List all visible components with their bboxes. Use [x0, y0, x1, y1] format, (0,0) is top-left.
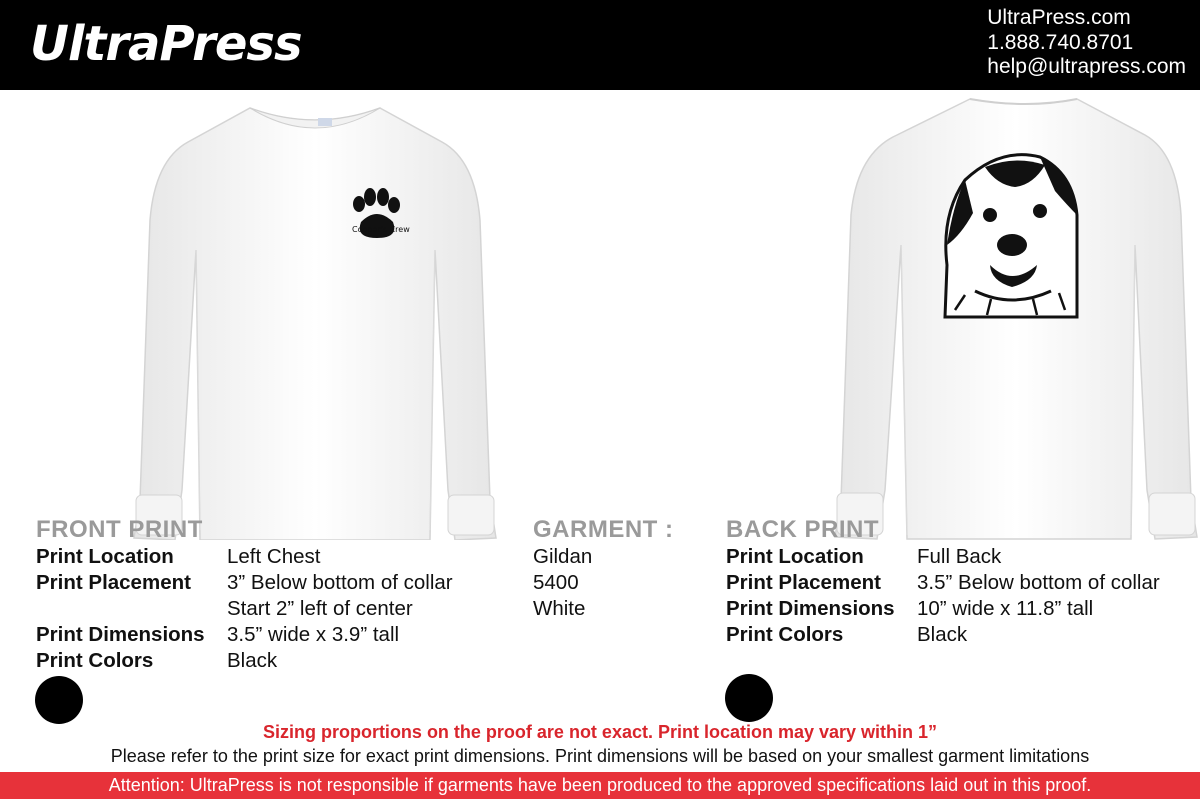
- back-print-heading: BACK PRINT: [726, 516, 879, 543]
- back-location-row: [726, 544, 1160, 570]
- back-placement-value: 3.5” Below bottom of collar: [917, 571, 1160, 594]
- front-colors-row: [36, 648, 453, 674]
- back-colors-value: Black: [917, 623, 968, 646]
- dog-portrait-illustration: [945, 155, 1077, 317]
- back-location-value: Full Back: [917, 545, 1002, 568]
- front-placement-row: [36, 570, 453, 596]
- back-dimensions-value: 10” wide x 11.8” tall: [917, 597, 1094, 620]
- front-location-row: [36, 544, 453, 570]
- back-colors-row: [726, 622, 1160, 648]
- front-placement-value-2: Start 2” left of center: [227, 597, 413, 620]
- back-location-label: Print Location: [726, 545, 864, 568]
- front-dimensions-row: [36, 622, 453, 648]
- front-location-label: Print Location: [36, 545, 174, 568]
- front-color-swatch: [35, 676, 83, 724]
- garment-color: White: [533, 597, 586, 620]
- garment-spec: [533, 516, 673, 622]
- front-colors-value: Black: [227, 649, 278, 672]
- front-colors-label: Print Colors: [36, 649, 154, 672]
- front-location-value: Left Chest: [227, 545, 321, 568]
- front-dimensions-value: 3.5” wide x 3.9” tall: [227, 623, 400, 646]
- print-size-note: Please refer to the print size for exact print dimensions. Print dimensions will be based on your smallest garment limitations: [110, 746, 1090, 766]
- front-placement-value-1: 3” Below bottom of collar: [227, 571, 453, 594]
- contact-info: [987, 6, 1186, 80]
- back-dimensions-row: [726, 596, 1160, 622]
- garment-heading: GARMENT :: [533, 516, 674, 543]
- back-print-spec: [726, 516, 1160, 648]
- garment-brand: Gildan: [533, 545, 593, 568]
- back-color-swatch: [725, 674, 773, 722]
- front-placement-row-2: [36, 596, 453, 622]
- back-placement-row: [726, 570, 1160, 596]
- back-placement-label: Print Placement: [726, 571, 881, 594]
- front-print-spec: [36, 516, 453, 674]
- header-bar: [0, 0, 1200, 90]
- back-colors-label: Print Colors: [726, 623, 844, 646]
- back-shirt-mockup: [815, 95, 1200, 540]
- ultrapress-logo: UltraPress: [30, 16, 302, 72]
- back-dimensions-label: Print Dimensions: [726, 597, 895, 620]
- sizing-disclaimer: Sizing proportions on the proof are not exact. Print location may vary within 1”: [262, 722, 938, 742]
- garment-style: 5400: [533, 571, 579, 594]
- front-placement-label: Print Placement: [36, 571, 191, 594]
- design-caption: Cooper's Crew: [352, 225, 410, 234]
- email-text: help@ultrapress.com: [987, 55, 1186, 78]
- attention-banner: Attention: UltraPress is not responsible if garments have been produced to the approved specifications laid out in this proof.: [0, 772, 1200, 799]
- phone-text: 1.888.740.8701: [987, 30, 1134, 54]
- website-text: UltraPress.com: [987, 6, 1131, 29]
- front-dimensions-label: Print Dimensions: [36, 623, 205, 646]
- front-shirt-mockup: [130, 100, 500, 540]
- front-print-heading: FRONT PRINT: [36, 516, 203, 543]
